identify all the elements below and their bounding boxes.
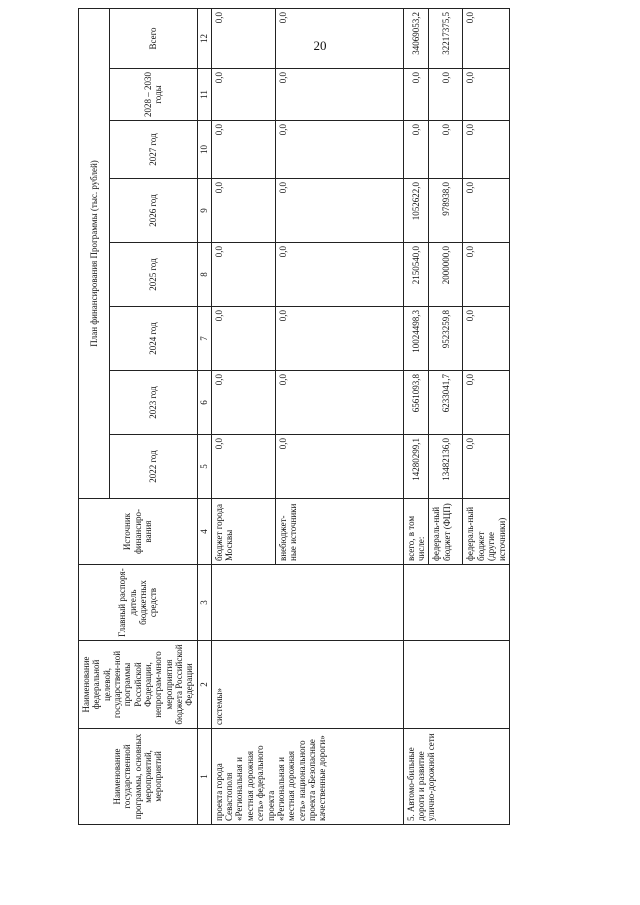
value-cell: 6561093,8 [403,371,429,435]
value-cell: 0,0 [429,121,463,179]
value-cell: 0,0 [463,179,509,243]
value-cell: 0,0 [275,69,403,121]
value-cell: 0,0 [211,435,275,499]
value-cell: 0,0 [275,307,403,371]
header-year: 2025 год [109,243,197,307]
value-cell: 0,0 [463,243,509,307]
source-cell: всего, в том числе: [403,499,429,565]
value-cell: 0,0 [275,8,403,68]
table-row [403,8,429,824]
column-number: 1 [197,729,211,825]
source-cell: федераль-ный бюджет (другие источники) [463,499,509,565]
block2-name: 5. Автомо-бильные дороги и развитие улично-дорожной сети [403,729,509,825]
block1-manager [211,565,403,641]
value-cell: 0,0 [211,307,275,371]
value-cell: 0,0 [463,121,509,179]
value-cell: 34069053,2 [403,8,429,68]
header-year: 2022 год [109,435,197,499]
header-year: 2027 год [109,121,197,179]
source-cell: внебюджет-ные источники [275,499,403,565]
column-number: 3 [197,565,211,641]
value-cell: 0,0 [463,307,509,371]
header-total: Всего [109,8,197,68]
column-number: 12 [197,8,211,68]
value-cell: 0,0 [211,371,275,435]
value-cell: 14280299,1 [403,435,429,499]
value-cell: 1052622,0 [403,179,429,243]
header-plan-group: План финансирования Программы (тыс. рублей) [79,8,110,498]
value-cell: 6233041,7 [429,371,463,435]
value-cell: 0,0 [211,121,275,179]
value-cell: 0,0 [211,8,275,68]
value-cell: 0,0 [403,69,429,121]
value-cell: 2150540,0 [403,243,429,307]
block2-program [403,641,509,729]
value-cell: 32217375,5 [429,8,463,68]
value-cell: 0,0 [275,371,403,435]
column-number: 2 [197,641,211,729]
value-cell: 0,0 [211,243,275,307]
value-cell: 0,0 [463,371,509,435]
value-cell: 0,0 [463,8,509,68]
source-cell: бюджет города Москвы [211,499,275,565]
value-cell: 978938,0 [429,179,463,243]
value-cell: 0,0 [275,243,403,307]
block2-manager [403,565,509,641]
header-budget-manager: Главный распоря-дитель бюджетных средств [79,565,198,641]
header-funding-source: Источник финансиро-вания [79,499,198,565]
header-year: 2026 год [109,179,197,243]
value-cell: 0,0 [275,179,403,243]
column-number: 11 [197,69,211,121]
value-cell: 0,0 [275,435,403,499]
value-cell: 0,0 [211,69,275,121]
value-cell: 10024498,3 [403,307,429,371]
value-cell: 13482136,0 [429,435,463,499]
header-year: 2024 год [109,307,197,371]
value-cell: 0,0 [403,121,429,179]
column-number: 4 [197,499,211,565]
block1-program: системы» [211,641,403,729]
page-number: 20 [313,38,327,53]
column-number: 5 [197,435,211,499]
header-year: 2023 год [109,371,197,435]
value-cell: 2000000,0 [429,243,463,307]
header-federal-program: Наименование федеральной целевой, государствен-ной программы Российской Федерации, непрограм-много мероприятия бюджета Российской Федерации [79,641,198,729]
column-number: 8 [197,243,211,307]
source-cell: федераль-ный бюджет (ФЦП) [429,499,463,565]
header-program-name: Наименование государственной программы, основных мероприятий, мероприятий [79,729,198,825]
value-cell: 0,0 [463,69,509,121]
financing-table [78,8,510,825]
column-number: 9 [197,179,211,243]
value-cell: 0,0 [275,121,403,179]
column-number: 10 [197,121,211,179]
table-row [211,8,275,824]
value-cell: 0,0 [429,69,463,121]
value-cell: 0,0 [211,179,275,243]
value-cell: 0,0 [463,435,509,499]
block1-name: проекта города Севастополя «Региональная и местная дорожная сеть» федерального проекта «Региональная и местная дорожная сеть» национального проекта «Безопасные качественные дороги» [211,729,403,825]
header-year: 2028 – 2030 годы [109,69,197,121]
column-number: 7 [197,307,211,371]
value-cell: 9523259,8 [429,307,463,371]
column-number: 6 [197,371,211,435]
rotated-table-wrapper [78,11,508,825]
